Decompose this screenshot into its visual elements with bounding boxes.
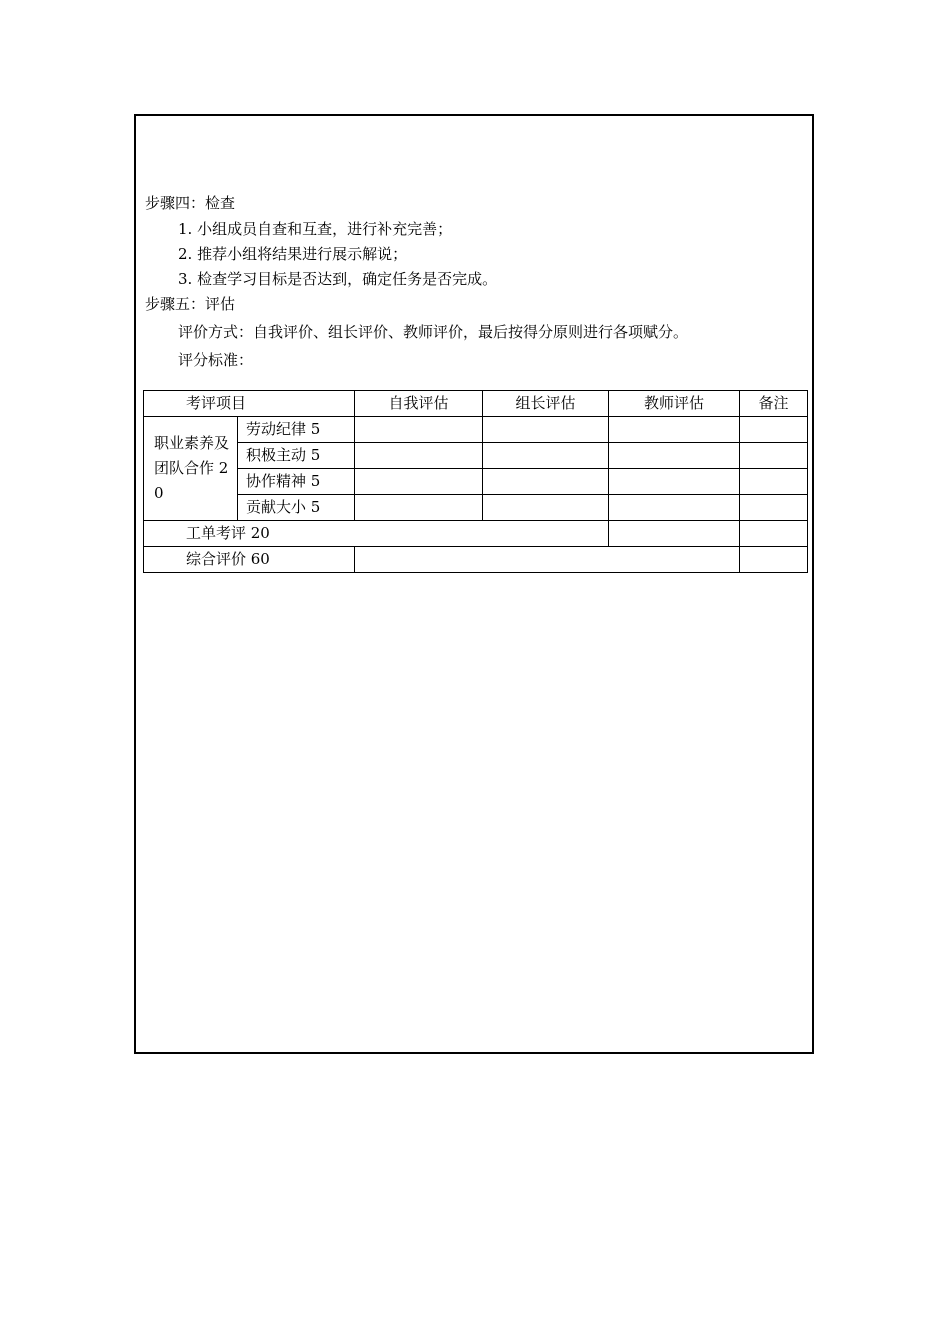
table-row (144, 417, 808, 443)
worksheet-remarks-cell[interactable] (740, 521, 808, 547)
table-header-row (144, 391, 808, 417)
table-row (144, 443, 808, 469)
remarks-cell[interactable] (740, 443, 808, 469)
step4-item-2: 2. 推荐小组将结果进行展示解说； (178, 245, 408, 263)
worksheet-assessment-label: 工单考评 20 (144, 521, 609, 547)
self-score-cell[interactable] (355, 495, 483, 521)
overall-evaluation-label: 综合评价 60 (144, 547, 355, 573)
worksheet-teacher-score-cell[interactable] (609, 521, 740, 547)
sub-item-initiative: 积极主动 5 (238, 443, 355, 469)
remarks-cell[interactable] (740, 417, 808, 443)
scoring-criteria-label: 评分标准： (178, 351, 254, 369)
sub-item-labor-discipline: 劳动纪律 5 (238, 417, 355, 443)
self-score-cell[interactable] (355, 417, 483, 443)
remarks-cell[interactable] (740, 469, 808, 495)
step4-item-3: 3. 检查学习目标是否达到，确定任务是否完成。 (178, 270, 498, 288)
step4-item-1: 1. 小组成员自查和互查，进行补充完善； (178, 220, 453, 238)
header-self-assessment: 自我评估 (355, 391, 483, 417)
remarks-cell[interactable] (740, 495, 808, 521)
table-row-overall (144, 547, 808, 573)
teacher-score-cell[interactable] (609, 469, 740, 495)
leader-score-cell[interactable] (483, 417, 609, 443)
leader-score-cell[interactable] (483, 469, 609, 495)
table-row-worksheet (144, 521, 808, 547)
self-score-cell[interactable] (355, 469, 483, 495)
overall-remarks-cell[interactable] (740, 547, 808, 573)
sub-item-teamwork: 协作精神 5 (238, 469, 355, 495)
leader-score-cell[interactable] (483, 443, 609, 469)
step4-heading: 步骤四：检查 (145, 194, 236, 212)
self-score-cell[interactable] (355, 443, 483, 469)
scoring-table (143, 390, 808, 573)
table-row (144, 495, 808, 521)
header-remarks: 备注 (740, 391, 808, 417)
overall-score-cell[interactable] (355, 547, 740, 573)
table-row (144, 469, 808, 495)
header-teacher-assessment: 教师评估 (609, 391, 740, 417)
teacher-score-cell[interactable] (609, 417, 740, 443)
leader-score-cell[interactable] (483, 495, 609, 521)
evaluation-method: 评价方式：自我评价、组长评价、教师评价，最后按得分原则进行各项赋分。 (178, 323, 689, 341)
step5-heading: 步骤五：评估 (145, 295, 236, 313)
sub-item-contribution: 贡献大小 5 (238, 495, 355, 521)
teacher-score-cell[interactable] (609, 495, 740, 521)
header-leader-assessment: 组长评估 (483, 391, 609, 417)
teacher-score-cell[interactable] (609, 443, 740, 469)
header-assessment-item: 考评项目 (144, 391, 355, 417)
group-professional-quality: 职业素养及团队合作 20 (144, 417, 238, 521)
